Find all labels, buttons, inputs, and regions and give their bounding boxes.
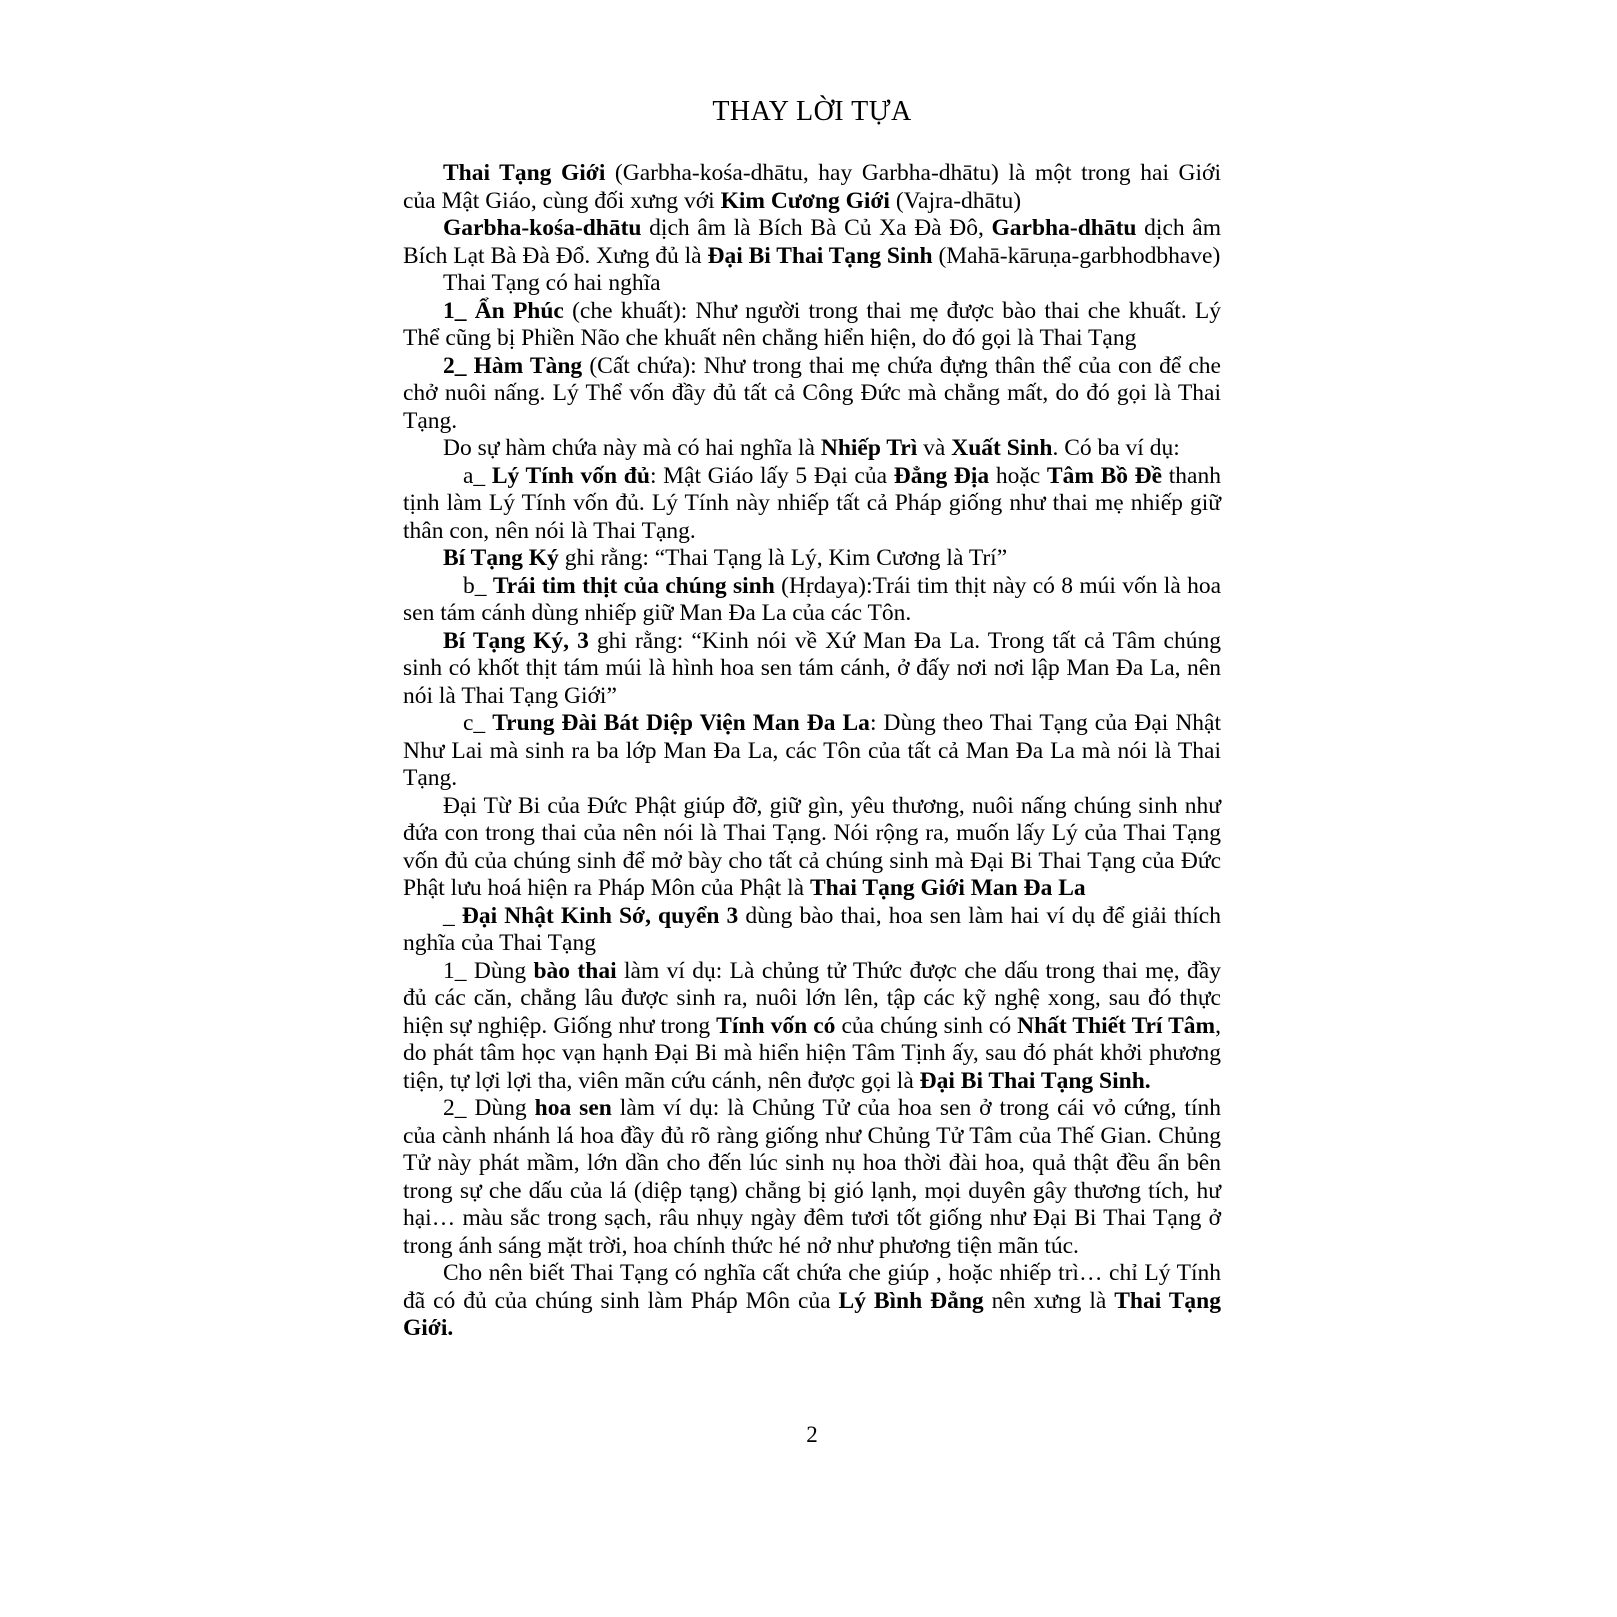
paragraph: Bí Tạng Ký, 3 ghi rằng: “Kinh nói về Xứ Man Đa La. Trong tất cả Tâm chúng sinh có khốt thịt tám múi là hình hoa sen tám cánh, ở đấy nơi nơi lập Man Đa La, nên nói là Thai Tạng Giới”: [403, 627, 1221, 709]
paragraph: a_ Lý Tính vốn đủ: Mật Giáo lấy 5 Đại của Đẳng Địa hoặc Tâm Bồ Đề thanh tịnh làm Lý Tính vốn đủ. Lý Tính này nhiếp tất cả Pháp giống như thai mẹ nhiếp giữ thân con, nên nói là Thai Tạng.: [403, 462, 1221, 544]
paragraph: Do sự hàm chứa này mà có hai nghĩa là Nhiếp Trì và Xuất Sinh. Có ba ví dụ:: [443, 435, 1180, 461]
paragraph: _ Đại Nhật Kinh Sớ, quyển 3 dùng bào thai, hoa sen làm hai ví dụ để giải thích nghĩa của Thai Tạng: [403, 902, 1221, 956]
paragraph: c_ Trung Đài Bát Diệp Viện Man Đa La: Dùng theo Thai Tạng của Đại Nhật Như Lai mà sinh ra ba lớp Man Đa La, các Tôn của tất cả Man Đa La mà nói là Thai Tạng.: [403, 710, 1221, 791]
paragraph: Bí Tạng Ký ghi rằng: “Thai Tạng là Lý, Kim Cương là Trí”: [443, 545, 1008, 571]
page-title: THAY LỜI TỰA: [712, 96, 912, 127]
text-block: [403, 96, 1221, 1343]
document-body: [403, 160, 1221, 1343]
paragraph: Thai Tạng có hai nghĩa: [443, 270, 661, 296]
page-number: 2: [806, 1422, 818, 1447]
paragraph: Cho nên biết Thai Tạng có nghĩa cất chứa che giúp , hoặc nhiếp trì… chỉ Lý Tính đã có đủ của chúng sinh làm Pháp Môn của Lý Bình Đẳng nên xưng là Thai Tạng Giới.: [403, 1260, 1221, 1341]
paragraph: b_ Trái tim thịt của chúng sinh (Hṛdaya):Trái tim thịt này có 8 múi vốn là hoa sen tám cánh dùng nhiếp giữ Man Đa La của các Tôn.: [403, 572, 1222, 626]
paragraph: Thai Tạng Giới (Garbha-kośa-dhātu, hay Garbha-dhātu) là một trong hai Giới của Mật Giáo, cùng đối xưng với Kim Cương Giới (Vajra-dhātu): [403, 160, 1222, 214]
paragraph: 1_ Ẩn Phúc (che khuất): Như người trong thai mẹ được bào thai che khuất. Lý Thể cũng bị Phiền Não che khuất nên chẳng hiển hiện, do đó gọi là Thai Tạng: [403, 297, 1221, 351]
paragraph: 2_ Hàm Tàng (Cất chứa): Như trong thai mẹ chứa đựng thân thể của con để che chở nuôi nấng. Lý Thể vốn đầy đủ tất cả Công Đức mà chẳng mất, do đó gọi là Thai Tạng.: [403, 352, 1221, 434]
paragraph: 2_ Dùng hoa sen làm ví dụ: là Chủng Tử của hoa sen ở trong cái vỏ cứng, tính của cành nhánh lá hoa đầy đủ rõ ràng giống như Chủng Tử Tâm của Thế Gian. Chủng Tử này phát mầm, lớn dần cho đến lúc sinh nụ hoa thời đài hoa, quả thật đều ẩn bên trong sự che dấu của lá (diệp tạng) chẳng bị gió lạnh, mọi duyên gây thương tích, hư hại… màu sắc trong sạch, râu nhụy ngày đêm tươi tốt giống như Đại Bi Thai Tạng ở trong ánh sáng mặt trời, hoa chính thức hé nở như phương tiện mãn túc.: [403, 1095, 1221, 1259]
paragraph: Garbha-kośa-dhātu dịch âm là Bích Bà Củ Xa Đà Đô, Garbha-dhātu dịch âm Bích Lạt Bà Đà Đổ. Xưng đủ là Đại Bi Thai Tạng Sinh (Mahā-kāruṇa-garbhodbhave): [403, 215, 1221, 269]
paragraph: 1_ Dùng bào thai làm ví dụ: Là chủng tử Thức được che dấu trong thai mẹ, đầy đủ các căn, chẳng lâu được sinh ra, nuôi lớn lên, tập các kỹ nghệ xong, sau đó thực hiện sự nghiệp. Giống như trong Tính vốn có của chúng sinh có Nhất Thiết Trí Tâm, do phát tâm học vạn hạnh Đại Bi mà hiển hiện Tâm Tịnh ấy, sau đó phát khởi phương tiện, tự lợi lợi tha, viên mãn cứu cánh, nên được gọi là Đại Bi Thai Tạng Sinh.: [403, 957, 1221, 1094]
paragraph: Đại Từ Bi của Đức Phật giúp đỡ, giữ gìn, yêu thương, nuôi nấng chúng sinh như đứa con trong thai của nên nói là Thai Tạng. Nói rộng ra, muốn lấy Lý của Thai Tạng vốn đủ của chúng sinh để mở bày cho tất cả chúng sinh mà Đại Bi Thai Tạng của Đức Phật lưu hoá hiện ra Pháp Môn của Phật là Thai Tạng Giới Man Đa La: [403, 792, 1221, 901]
